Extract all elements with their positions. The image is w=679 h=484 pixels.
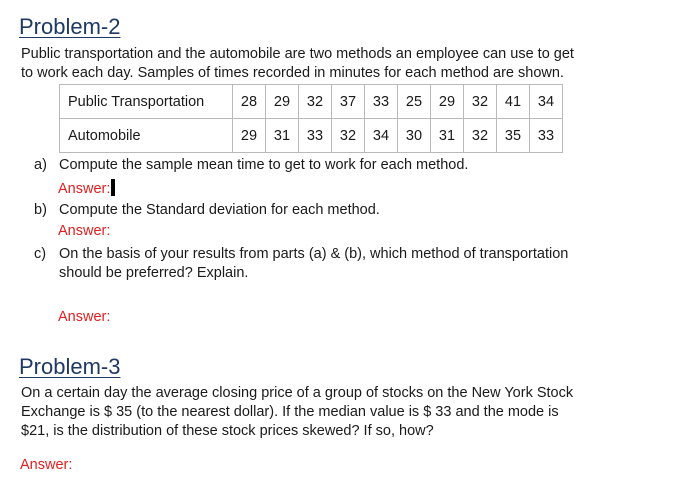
table-cell: 32	[299, 85, 332, 119]
table-cell: 33	[365, 85, 398, 119]
problem-2-heading: Problem-2	[19, 14, 121, 39]
row-label-public-transportation: Public Transportation	[60, 85, 233, 119]
problem-3-heading: Problem-3	[19, 354, 121, 379]
table-cell: 31	[266, 119, 299, 153]
problem-3-text	[21, 384, 661, 441]
answer-c[interactable]: Answer:	[58, 309, 111, 325]
question-c-line-1: On the basis of your results from parts (a) & (b), which method of transportation	[59, 246, 569, 262]
problem-3-line-2: Exchange is $ 35 (to the nearest dollar). If the median value is $ 33 and the mode is	[21, 404, 559, 420]
table-cell: 33	[299, 119, 332, 153]
question-c-letter: c)	[34, 246, 47, 262]
question-b-letter: b)	[34, 202, 47, 218]
table-cell: 31	[431, 119, 464, 153]
question-a-letter: a)	[34, 157, 47, 173]
table-cell: 30	[398, 119, 431, 153]
table-cell: 28	[233, 85, 266, 119]
table-cell: 32	[464, 119, 497, 153]
answer-a[interactable]	[58, 179, 115, 197]
table-cell: 29	[266, 85, 299, 119]
table-cell: 29	[233, 119, 266, 153]
row-label-automobile: Automobile	[60, 119, 233, 153]
question-a-text: Compute the sample mean time to get to work for each method.	[59, 157, 469, 173]
table-cell: 35	[497, 119, 530, 153]
text-cursor	[111, 179, 115, 196]
answer-problem-3[interactable]: Answer:	[20, 457, 73, 473]
table-cell: 37	[332, 85, 365, 119]
answer-b[interactable]: Answer:	[58, 223, 111, 239]
intro-line-1: Public transportation and the automobile are two methods an employee can use to get	[21, 46, 574, 62]
table-cell: 34	[365, 119, 398, 153]
intro-line-2: to work each day. Samples of times recorded in minutes for each method are shown.	[21, 65, 564, 81]
times-table	[59, 84, 563, 153]
table-cell: 29	[431, 85, 464, 119]
table-row-public-transportation	[60, 85, 563, 119]
question-c-line-2: should be preferred? Explain.	[59, 265, 249, 281]
problem-3-line-3: $21, is the distribution of these stock prices skewed? If so, how?	[21, 423, 434, 439]
table-cell: 41	[497, 85, 530, 119]
table-cell: 25	[398, 85, 431, 119]
table-cell: 32	[464, 85, 497, 119]
table-cell: 32	[332, 119, 365, 153]
problem-2-intro	[21, 45, 661, 83]
question-b-text: Compute the Standard deviation for each method.	[59, 202, 380, 218]
table-cell: 34	[530, 85, 563, 119]
problem-3-line-1: On a certain day the average closing price of a group of stocks on the New York Stock	[21, 385, 574, 401]
table-row-automobile	[60, 119, 563, 153]
question-c-text	[59, 245, 639, 283]
answer-a-label: Answer:	[58, 181, 111, 197]
table-cell: 33	[530, 119, 563, 153]
